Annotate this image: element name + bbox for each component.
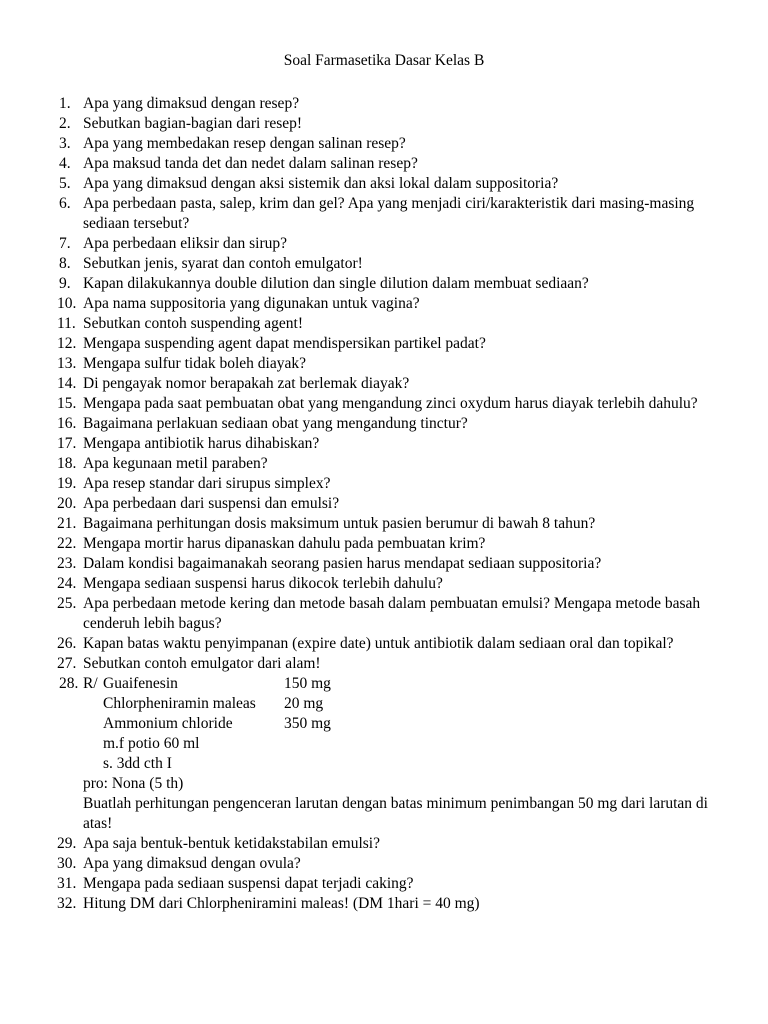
question-text: Hitung DM dari Chlorpheniramini maleas! (DM 1hari = 40 mg) xyxy=(83,895,480,912)
question-item xyxy=(57,414,737,434)
question-number: 14. xyxy=(57,375,77,392)
question-number: 17. xyxy=(57,435,77,452)
question-text: Mengapa sediaan suspensi harus dikocok terlebih dahulu? xyxy=(83,575,443,592)
question-number: 15. xyxy=(57,395,77,412)
question-text: Kapan dilakukannya double dilution dan single dilution dalam membuat sediaan? xyxy=(83,275,589,292)
question-text: Apa nama suppositoria yang digunakan untuk vagina? xyxy=(83,295,420,312)
question-text: Apa perbedaan pasta, salep, krim dan gel? Apa yang menjadi ciri/karakteristik dari masing-masing sediaan tersebut? xyxy=(83,195,695,232)
question-text: Mengapa suspending agent dapat mendispersikan partikel padat? xyxy=(83,335,486,352)
question-item xyxy=(57,154,737,174)
question-text: Apa maksud tanda det dan nedet dalam salinan resep? xyxy=(83,155,418,172)
question-item xyxy=(57,274,737,294)
question-text: Apa yang dimaksud dengan ovula? xyxy=(83,855,301,872)
question-list xyxy=(57,94,737,914)
question-number: 27. xyxy=(57,655,77,672)
question-number: 2. xyxy=(59,115,71,132)
question-item xyxy=(57,634,737,654)
question-item xyxy=(57,894,737,914)
question-number: 11. xyxy=(57,315,76,332)
question-text: Sebutkan contoh emulgator dari alam! xyxy=(83,655,321,672)
question-item xyxy=(57,174,737,194)
question-item xyxy=(57,514,737,534)
question-text: Apa yang dimaksud dengan aksi sistemik dan aksi lokal dalam suppositoria? xyxy=(83,175,559,192)
question-item xyxy=(57,134,737,154)
question-number: 7. xyxy=(59,235,71,252)
rx-item-name: Chlorpheniramin maleas xyxy=(103,695,256,712)
question-number: 16. xyxy=(57,415,77,432)
question-number: 30. xyxy=(57,855,77,872)
question-number: 8. xyxy=(59,255,71,272)
question-text: Apa perbedaan dari suspensi dan emulsi? xyxy=(83,495,340,512)
question-text: Di pengayak nomor berapakah zat berlemak diayak? xyxy=(83,375,410,392)
question-number: 6. xyxy=(59,195,71,212)
question-text: Mengapa antibiotik harus dihabiskan? xyxy=(83,435,320,452)
question-item xyxy=(57,434,737,454)
question-number: 12. xyxy=(57,335,77,352)
question-text: Sebutkan jenis, syarat dan contoh emulgator! xyxy=(83,255,363,272)
question-item xyxy=(57,294,737,314)
question-number: 31. xyxy=(57,875,77,892)
question-item xyxy=(57,874,737,894)
question-text: Apa saja bentuk-bentuk ketidakstabilan emulsi? xyxy=(83,835,380,852)
question-number: 19. xyxy=(57,475,77,492)
question-number: 1. xyxy=(59,95,71,112)
question-number: 9. xyxy=(59,275,71,292)
question-item xyxy=(57,834,737,854)
question-item xyxy=(57,314,737,334)
question-text: Apa perbedaan metode kering dan metode basah dalam pembuatan emulsi? Mengapa metode basah cenderuh lebih bagus? xyxy=(83,595,701,632)
question-number: 28. xyxy=(59,675,79,692)
question-number: 21. xyxy=(57,515,77,532)
question-text: Apa kegunaan metil paraben? xyxy=(83,455,268,472)
rx-prefix: R/ xyxy=(83,675,98,692)
question-number: 18. xyxy=(57,455,77,472)
rx-item-amount: 20 mg xyxy=(284,695,324,712)
question-item xyxy=(57,94,737,114)
rx-item-name: Ammonium chloride xyxy=(103,715,233,732)
question-number: 32. xyxy=(57,895,77,912)
question-number: 24. xyxy=(57,575,77,592)
question-number: 25. xyxy=(57,595,77,612)
question-number: 5. xyxy=(59,175,71,192)
question-item xyxy=(57,594,737,634)
rx-item-amount: 350 mg xyxy=(284,715,331,732)
question-item xyxy=(57,234,737,254)
question-number: 3. xyxy=(59,135,71,152)
question-text: Bagaimana perhitungan dosis maksimum untuk pasien berumur di bawah 8 tahun? xyxy=(83,515,596,532)
question-text: Sebutkan contoh suspending agent! xyxy=(83,315,303,332)
question-number: 4. xyxy=(59,155,71,172)
question-text: Mengapa pada sediaan suspensi dapat terjadi caking? xyxy=(83,875,414,892)
question-item xyxy=(57,654,737,674)
question-item xyxy=(57,194,737,234)
question-number: 22. xyxy=(57,535,77,552)
question-number: 26. xyxy=(57,635,77,652)
question-text: Mengapa mortir harus dipanaskan dahulu pada pembuatan krim? xyxy=(83,535,486,552)
question-text: Bagaimana perlakuan sediaan obat yang mengandung tinctur? xyxy=(83,415,468,432)
rx-pro: pro: Nona (5 th) xyxy=(83,775,184,792)
question-item-rx xyxy=(57,674,737,834)
question-item xyxy=(57,474,737,494)
question-text: Dalam kondisi bagaimanakah seorang pasien harus mendapat sediaan suppositoria? xyxy=(83,555,602,572)
rx-mf: m.f potio 60 ml xyxy=(103,735,200,752)
rx-item-amount: 150 mg xyxy=(284,675,331,692)
question-item xyxy=(57,114,737,134)
rx-item-name: Guaifenesin xyxy=(103,675,178,692)
question-number: 23. xyxy=(57,555,77,572)
question-item xyxy=(57,494,737,514)
question-text: Sebutkan bagian-bagian dari resep! xyxy=(83,115,303,132)
question-text: Mengapa pada saat pembuatan obat yang mengandung zinci oxydum harus diayak terlebih dahulu? xyxy=(83,395,698,412)
question-item xyxy=(57,354,737,374)
rx-task: Buatlah perhitungan pengenceran larutan dengan batas minimum penimbangan 50 mg dari larutan di atas! xyxy=(83,795,708,832)
question-text: Apa resep standar dari sirupus simplex? xyxy=(83,475,331,492)
page-title: Soal Farmasetika Dasar Kelas B xyxy=(283,52,485,69)
question-number: 29. xyxy=(57,835,77,852)
question-number: 20. xyxy=(57,495,77,512)
question-item xyxy=(57,534,737,554)
question-item xyxy=(57,394,737,414)
question-item xyxy=(57,334,737,354)
question-item xyxy=(57,854,737,874)
question-item xyxy=(57,254,737,274)
question-text: Mengapa sulfur tidak boleh diayak? xyxy=(83,355,306,372)
question-text: Apa yang dimaksud dengan resep? xyxy=(83,95,300,112)
question-text: Apa yang membedakan resep dengan salinan resep? xyxy=(83,135,406,152)
question-number: 13. xyxy=(57,355,77,372)
question-text: Kapan batas waktu penyimpanan (expire date) untuk antibiotik dalam sediaan oral dan topikal? xyxy=(83,635,674,652)
question-item xyxy=(57,454,737,474)
question-item xyxy=(57,574,737,594)
rx-signa: s. 3dd cth I xyxy=(103,755,172,772)
question-item xyxy=(57,554,737,574)
question-text: Apa perbedaan eliksir dan sirup? xyxy=(83,235,288,252)
question-number: 10. xyxy=(57,295,77,312)
question-item xyxy=(57,374,737,394)
